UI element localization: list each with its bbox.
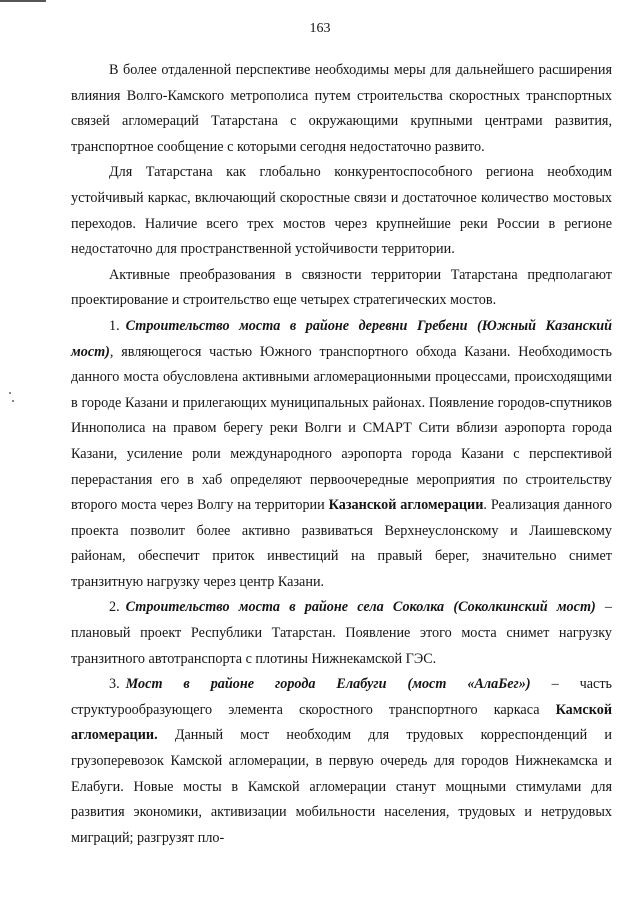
list-item-title: Строительство моста в районе села Соколка (Соколкинский мост) [125,599,596,616]
list-item-title: Мост в районе города Елабуги (мост «АлаБег») [125,676,531,693]
list-item-number: 1. [109,317,120,334]
list-item-bold-term: Камской агломерации. [71,701,612,744]
list-item-text: – плановый проект Республики Татарстан. Появление этого моста снимет нагрузку транзитного автотранспорта с плотины Нижнекамской ГЭС. [71,599,612,667]
paragraph-bridge-framework: Для Татарстана как глобально конкурентоспособного региона необходим устойчивый каркас, включающий скоростные связи и достаточное количество мостовых переходов. Наличие всего трех мостов через крупнейшие реки России в регионе недостаточно для пространственной устойчивости территории. [71,164,612,258]
list-item-elabuga-bridge [71,672,612,851]
list-item-text: – часть структурообразующего элемента скоростного транспортного каркаса [71,676,613,718]
list-item-south-kazan-bridge [71,314,612,596]
paragraph-metropolis-perspective: В более отдаленной перспективе необходимы меры для дальнейшего расширения влияния Волго-Камского метрополиса путем строительства скоростных транспортных связей агломераций Татарстана с окружающими крупными центрами развития, транспортное сообщение с которыми сегодня недостаточно развито. [71,62,612,155]
list-item-number: 2. [109,599,120,616]
page-body [71,58,612,851]
list-item-text: . Реализация данного проекта позволит более активно развиваться Верхнеуслонскому и Лаишевскому районам, обеспечит приток инвестиций на правый берег, значительно снимет транзитную нагрузку через центр Казани. [71,497,613,590]
list-item-text: , являющегося частью Южного транспортного обхода Казани. Необходимость данного моста обусловлена активными агломерационными процессами, происходящими в городе Казани и прилегающих муниципальных районах. Появление городов-спутников Иннополиса на правом берегу реки Волги и СМАРТ Сити вблизи аэропорта города Казани, усиление роли международного аэропорта города Казани с перспективой перерастания его в хаб определяют первоочередные мероприятия по строительству второго моста через Волгу на территории [71,343,612,514]
list-item-bold-term: Казанской агломерации [328,497,484,514]
page-number: 163 [309,21,331,36]
scan-speck [12,400,14,402]
scan-edge-mark [0,0,46,2]
list-item-number: 3. [109,676,120,693]
list-item-sokolka-bridge [71,595,612,672]
list-item-title: Строительство моста в районе деревни Гребени (Южный Казанский мост) [71,317,612,360]
list-item-text: Данный мост необходим для трудовых корреспонденций и грузоперевозок Камской агломерации, в первую очередь для городов Нижнекамска и Елабуги. Новые мосты в Камской агломерации станут мощными стимулами для развития экономики, активизации мобильности населения, трудовых и нетрудовых миграций; разгрузят пло- [71,727,612,846]
scan-speck [9,392,11,394]
paragraph-strategic-bridges: Активные преобразования в связности территории Татарстана предполагают проектирование и строительство еще четырех стратегических мостов. [71,266,612,309]
